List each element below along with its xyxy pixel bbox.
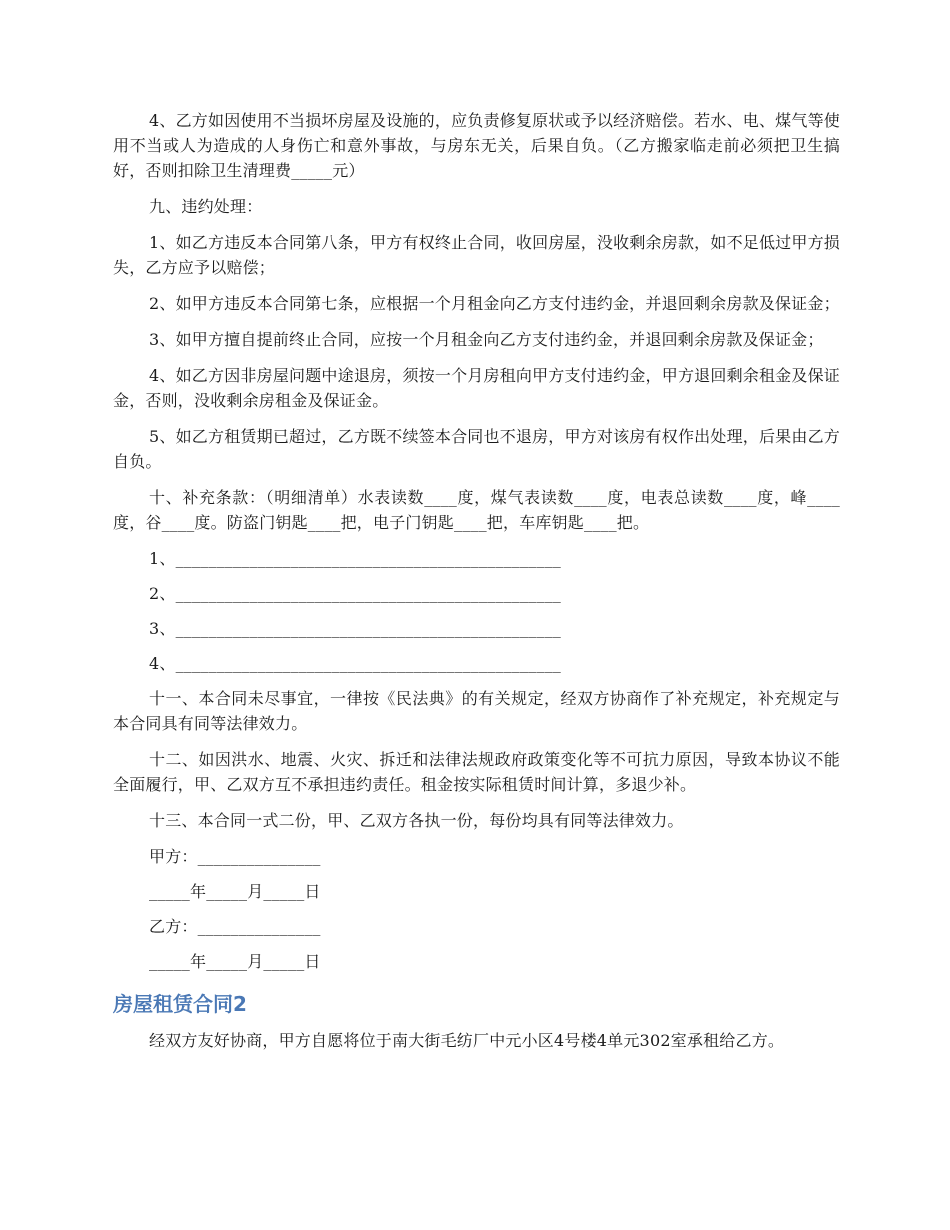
section-13: 十三、本合同一式二份，甲、乙双方各执一份，每份均具有同等法律效力。 [149, 811, 684, 830]
document-page [113, 108, 840, 1064]
section-12: 十二、如因洪水、地震、火灾、拆迁和法律法规政府政策变化等不可抗力原因，导致本协议不能全面履行，甲、乙双方互不承担违约责任。租金按实际租赁时间计算，多退少补。 [113, 750, 840, 794]
supplement-line: 1、_______________________________________________ [149, 549, 561, 568]
party-b-signature: 乙方：_______________ [149, 917, 321, 936]
clause-9-5: 5、如乙方租赁期已超过，乙方既不续签本合同也不退房，甲方对该房有权作出处理，后果由乙方自负。 [113, 427, 840, 471]
clause-9-4: 4、如乙方因非房屋问题中途退房，须按一个月房租向甲方支付违约金，甲方退回剩余租金及保证金，否则，没收剩余房租金及保证金。 [113, 366, 840, 410]
section-11: 十一、本合同未尽事宜，一律按《民法典》的有关规定，经双方协商作了补充规定，补充规定与本合同具有同等法律效力。 [113, 689, 840, 733]
section-10-supplement: 十、补充条款：（明细清单）水表读数____度，煤气表读数____度，电表总读数____度，峰____度，谷____度。防盗门钥匙____把，电子门钥匙____把，车库钥匙____把。 [113, 488, 840, 532]
clause-8-4: 4、乙方如因使用不当损坏房屋及设施的，应负责修复原状或予以经济赔偿。若水、电、煤气等使用不当或人为造成的人身伤亡和意外事故，与房东无关，后果自负。（乙方搬家临走前必须把卫生搞好，否则扣除卫生清理费_____元） [113, 111, 840, 180]
party-a-date: _____年_____月_____日 [149, 882, 321, 901]
party-b-date: _____年_____月_____日 [149, 952, 321, 971]
contract-2-heading: 房屋租赁合同2 [113, 992, 247, 1016]
contract-2-intro: 经双方友好协商，甲方自愿将位于南大街毛纺厂中元小区4号楼4单元302室承租给乙方。 [149, 1031, 785, 1050]
clause-9-3: 3、如甲方擅自提前终止合同，应按一个月租金向乙方支付违约金，并退回剩余房款及保证金； [149, 330, 824, 349]
clause-9-2: 2、如甲方违反本合同第七条，应根据一个月租金向乙方支付违约金，并退回剩余房款及保证金； [149, 294, 840, 313]
clause-9-1: 1、如乙方违反本合同第八条，甲方有权终止合同，收回房屋，没收剩余房款，如不足低过甲方损失，乙方应予以赔偿； [113, 233, 840, 277]
supplement-line: 4、_______________________________________________ [149, 654, 561, 673]
supplement-line: 3、_______________________________________________ [149, 619, 561, 638]
section-9-title: 九、违约处理： [149, 197, 263, 216]
supplement-line: 2、_______________________________________________ [149, 584, 561, 603]
party-a-signature: 甲方：_______________ [149, 847, 321, 866]
